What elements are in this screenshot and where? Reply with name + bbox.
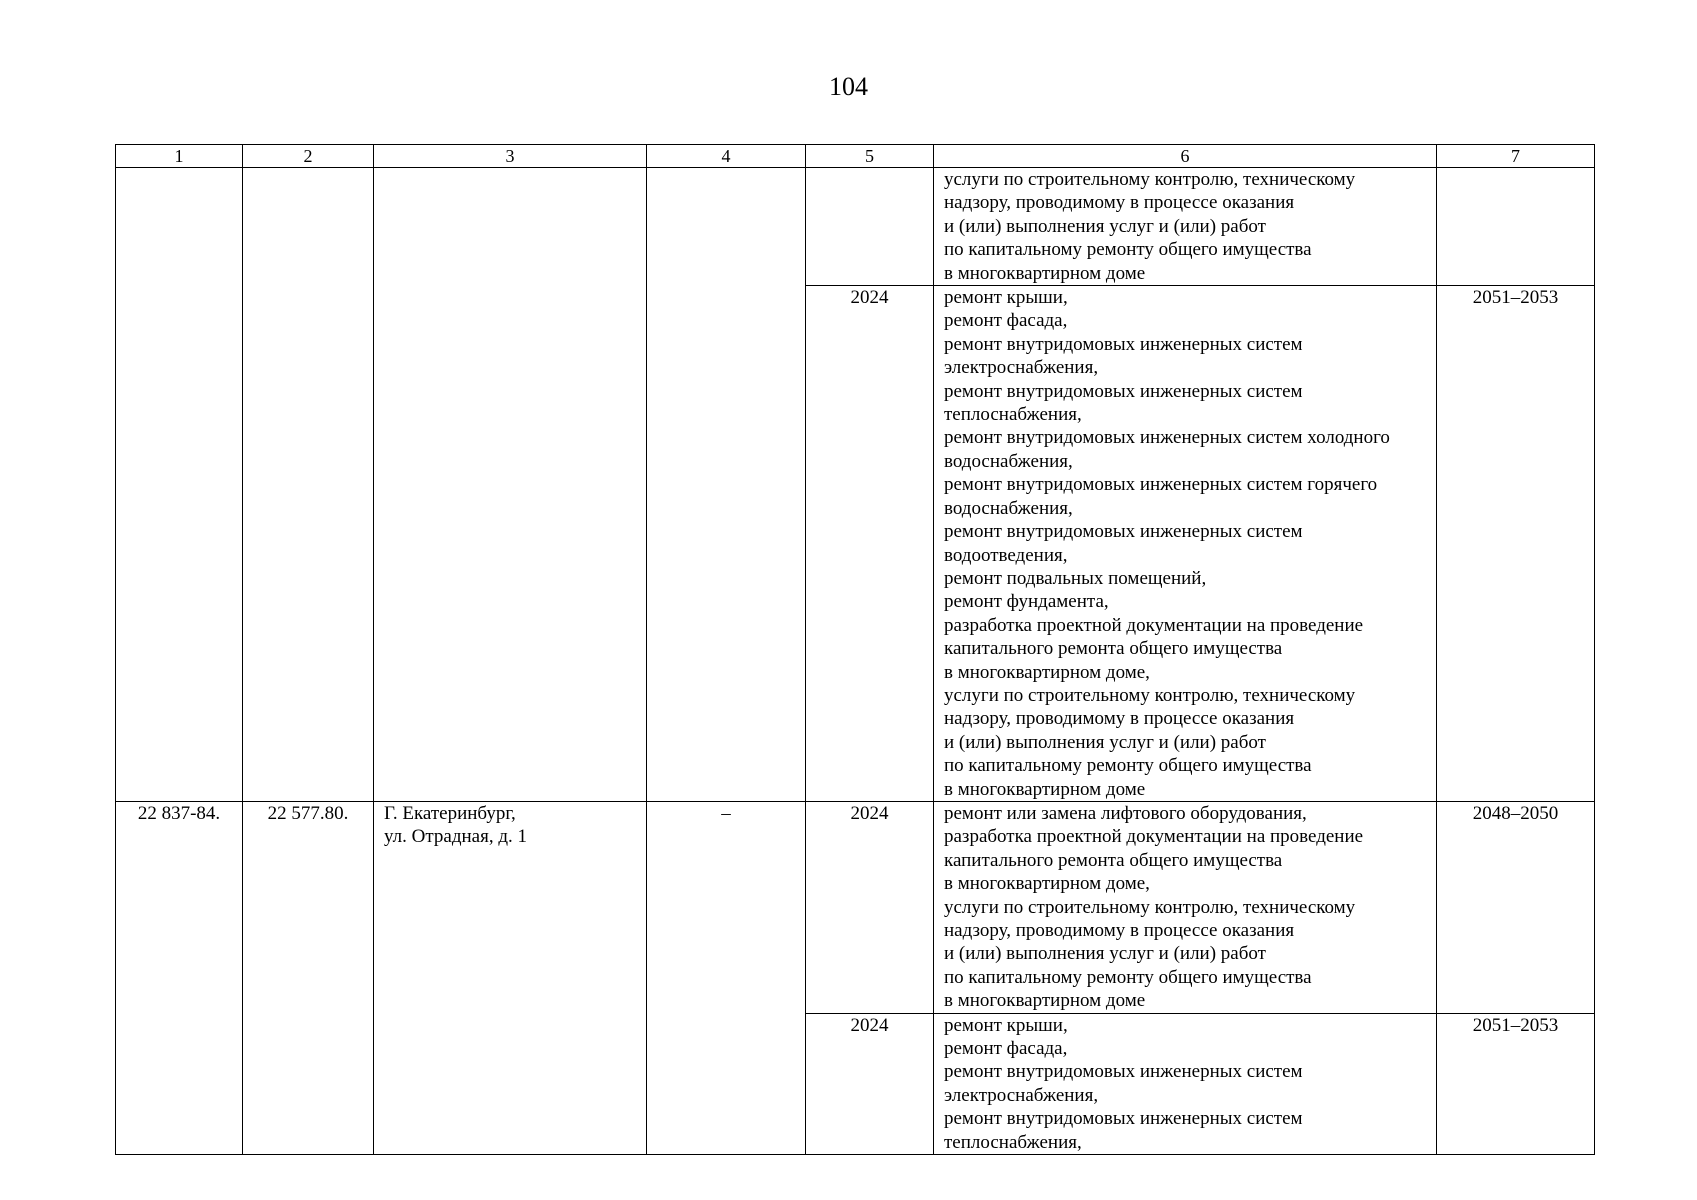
cell-period: 2051–2053 [1437,1013,1595,1154]
work-line: надзору, проводимому в процессе оказания [944,192,1295,214]
cell-address [374,168,647,802]
work-line: капитального ремонта общего имущества [944,638,1283,660]
header-col-2: 2 [243,145,374,168]
work-line: ремонт внутридомовых инженерных систем [944,1061,1303,1083]
work-line: по капитальному ремонту общего имущества [944,755,1312,777]
header-col-3: 3 [374,145,647,168]
work-line: в многоквартирном доме [944,990,1146,1012]
work-line: ремонт крыши, [944,287,1068,309]
work-line: ремонт фасада, [944,1038,1068,1060]
work-line: ремонт фасада, [944,310,1068,332]
address-line: Г. Екатеринбург, [384,802,516,824]
cell-works [934,168,1437,286]
cell-year: 2024 [806,1013,934,1154]
work-line: ремонт внутридомовых инженерных систем [944,1108,1303,1130]
address-line: ул. Отрадная, д. 1 [384,826,528,848]
header-col-5: 5 [806,145,934,168]
work-line: и (или) выполнения услуг и (или) работ [944,731,1266,753]
work-line: в многоквартирном доме [944,778,1146,800]
work-line: ремонт фундамента, [944,591,1109,613]
work-line: электроснабжения, [944,357,1099,379]
cell-col1 [116,168,243,802]
work-line: ремонт внутридомовых инженерных систем [944,380,1303,402]
cell-col4 [647,168,806,802]
header-col-4: 4 [647,145,806,168]
work-line: ремонт внутридомовых инженерных систем холодного [944,427,1390,449]
cell-address [374,801,647,1154]
work-line: ремонт внутридомовых инженерных систем [944,333,1303,355]
cell-col2: 22 577.80. [243,801,374,1154]
work-line: по капитальному ремонту общего имущества [944,966,1312,988]
work-line: разработка проектной документации на проведение [944,614,1364,636]
capital-repair-table [115,144,1595,1155]
work-line: услуги по строительному контролю, техническому [944,684,1356,706]
cell-period: 2048–2050 [1437,801,1595,1013]
table-row [116,168,1595,286]
cell-year [806,168,934,286]
work-line: водоснабжения, [944,450,1073,472]
work-line: надзору, проводимому в процессе оказания [944,708,1295,730]
work-line: и (или) выполнения услуг и (или) работ [944,215,1266,237]
work-line: разработка проектной документации на проведение [944,826,1364,848]
work-line: ремонт внутридомовых инженерных систем [944,521,1303,543]
cell-period: 2051–2053 [1437,286,1595,802]
work-line: капитального ремонта общего имущества [944,849,1283,871]
work-line: ремонт подвальных помещений, [944,567,1207,589]
work-line: ремонт или замена лифтового оборудования, [944,802,1307,824]
cell-year: 2024 [806,801,934,1013]
header-col-1: 1 [116,145,243,168]
work-line: электроснабжения, [944,1084,1099,1106]
header-row [116,145,1595,168]
work-line: ремонт крыши, [944,1014,1068,1036]
work-line: теплоснабжения, [944,1131,1082,1153]
work-line: услуги по строительному контролю, техническому [944,169,1356,190]
cell-period [1437,168,1595,286]
work-line: услуги по строительному контролю, техническому [944,896,1356,918]
cell-col2 [243,168,374,802]
page-number: 104 [829,72,868,101]
cell-col1: 22 837-84. [116,801,243,1154]
work-line: по капитальному ремонту общего имущества [944,239,1312,261]
cell-year: 2024 [806,286,934,802]
work-line: надзору, проводимому в процессе оказания [944,920,1295,941]
work-line: в многоквартирном доме [944,262,1146,284]
header-col-7: 7 [1437,145,1595,168]
work-line: водоотведения, [944,544,1068,566]
work-line: и (или) выполнения услуг и (или) работ [944,943,1266,965]
table-row [116,801,1595,1013]
cell-works [934,1013,1437,1154]
header-col-6: 6 [934,145,1437,168]
work-line: в многоквартирном доме, [944,873,1150,895]
work-line: в многоквартирном доме, [944,661,1150,683]
work-line: водоснабжения, [944,497,1073,519]
cell-works [934,801,1437,1013]
cell-works [934,286,1437,802]
work-line: теплоснабжения, [944,404,1082,426]
work-line: ремонт внутридомовых инженерных систем горячего [944,474,1378,496]
cell-col4: – [647,801,806,1154]
